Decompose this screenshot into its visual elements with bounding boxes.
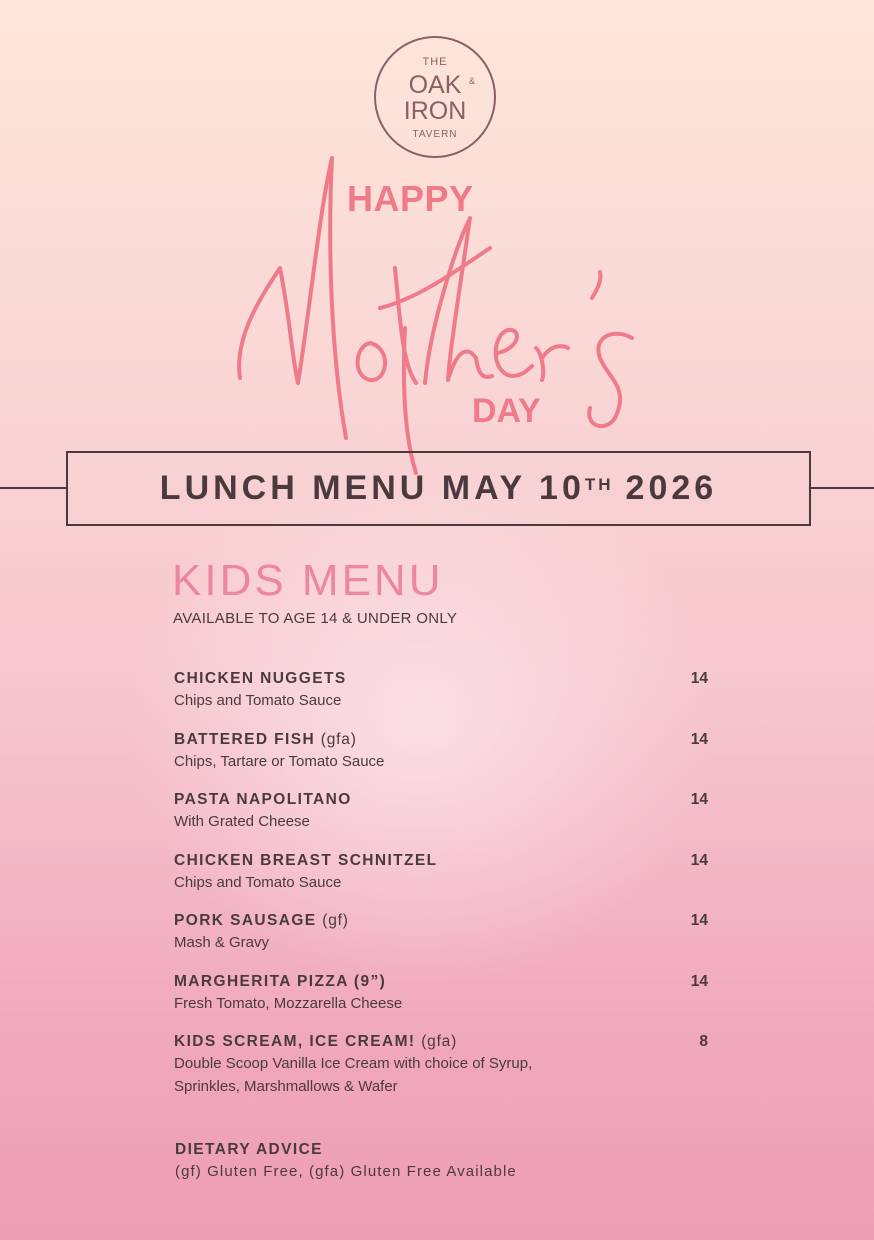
menu-item [174,851,714,911]
item-description: Chips and Tomato Sauce [174,874,342,891]
item-description-line2: Sprinkles, Marshmallows & Wafer [174,1078,398,1095]
menu-items [174,669,714,1098]
logo-iron: IRON [403,97,467,125]
item-price: 14 [690,791,708,808]
menu-item [174,730,714,790]
item-price: 14 [690,731,708,748]
banner-rule-right [810,487,874,489]
section-subtitle: AVAILABLE TO AGE 14 & UNDER ONLY [173,610,458,627]
banner-rule-left [0,487,67,489]
day-heading: DAY [472,392,541,430]
item-price: 14 [690,670,708,687]
banner-year: 2026 [625,469,718,507]
menu-item [174,972,714,1032]
item-diet-tag: (gfa) [421,1033,458,1050]
menu-item [174,669,714,730]
dietary-text: (gf) Gluten Free, (gfa) Gluten Free Available [175,1163,517,1180]
menu-item [174,1032,714,1098]
item-price: 14 [690,912,708,929]
logo-oak: OAK [408,71,462,99]
banner-ordinal: TH [584,474,614,494]
menu-item [174,911,714,972]
item-name: BATTERED FISH (gfa) [174,731,357,748]
logo-tavern: TAVERN [412,129,458,140]
item-name: CHICKEN NUGGETS [174,670,347,687]
tavern-logo [374,36,496,158]
item-name: PORK SAUSAGE (gf) [174,912,349,929]
lunch-menu-banner [66,451,811,526]
item-price: 8 [699,1033,708,1050]
banner-text: LUNCH MENU MAY 10 [159,469,585,507]
item-description: Chips and Tomato Sauce [174,692,342,709]
happy-heading: HAPPY [347,178,474,219]
item-description: Mash & Gravy [174,934,270,951]
item-description: Chips, Tartare or Tomato Sauce [174,753,385,770]
dietary-title: DIETARY ADVICE [175,1141,323,1158]
item-description: Fresh Tomato, Mozzarella Cheese [174,995,403,1012]
item-description: With Grated Cheese [174,813,310,830]
section-title: KIDS MENU [172,556,444,605]
dietary-advice [175,1140,517,1184]
item-description: Double Scoop Vanilla Ice Cream with choice of Syrup, [174,1055,533,1072]
item-price: 14 [690,852,708,869]
menu-item [174,790,714,851]
item-diet-tag: (gfa) [320,731,357,748]
item-diet-tag: (gf) [322,912,349,929]
logo-ampersand: & [469,76,476,86]
logo-the: THE [422,56,448,68]
item-name: CHICKEN BREAST SCHNITZEL [174,852,438,869]
item-name: PASTA NAPOLITANO [174,791,352,808]
item-name: KIDS SCREAM, ICE CREAM! (gfa) [174,1033,458,1050]
item-name: MARGHERITA PIZZA (9”) [174,973,387,990]
item-price: 14 [690,973,708,990]
